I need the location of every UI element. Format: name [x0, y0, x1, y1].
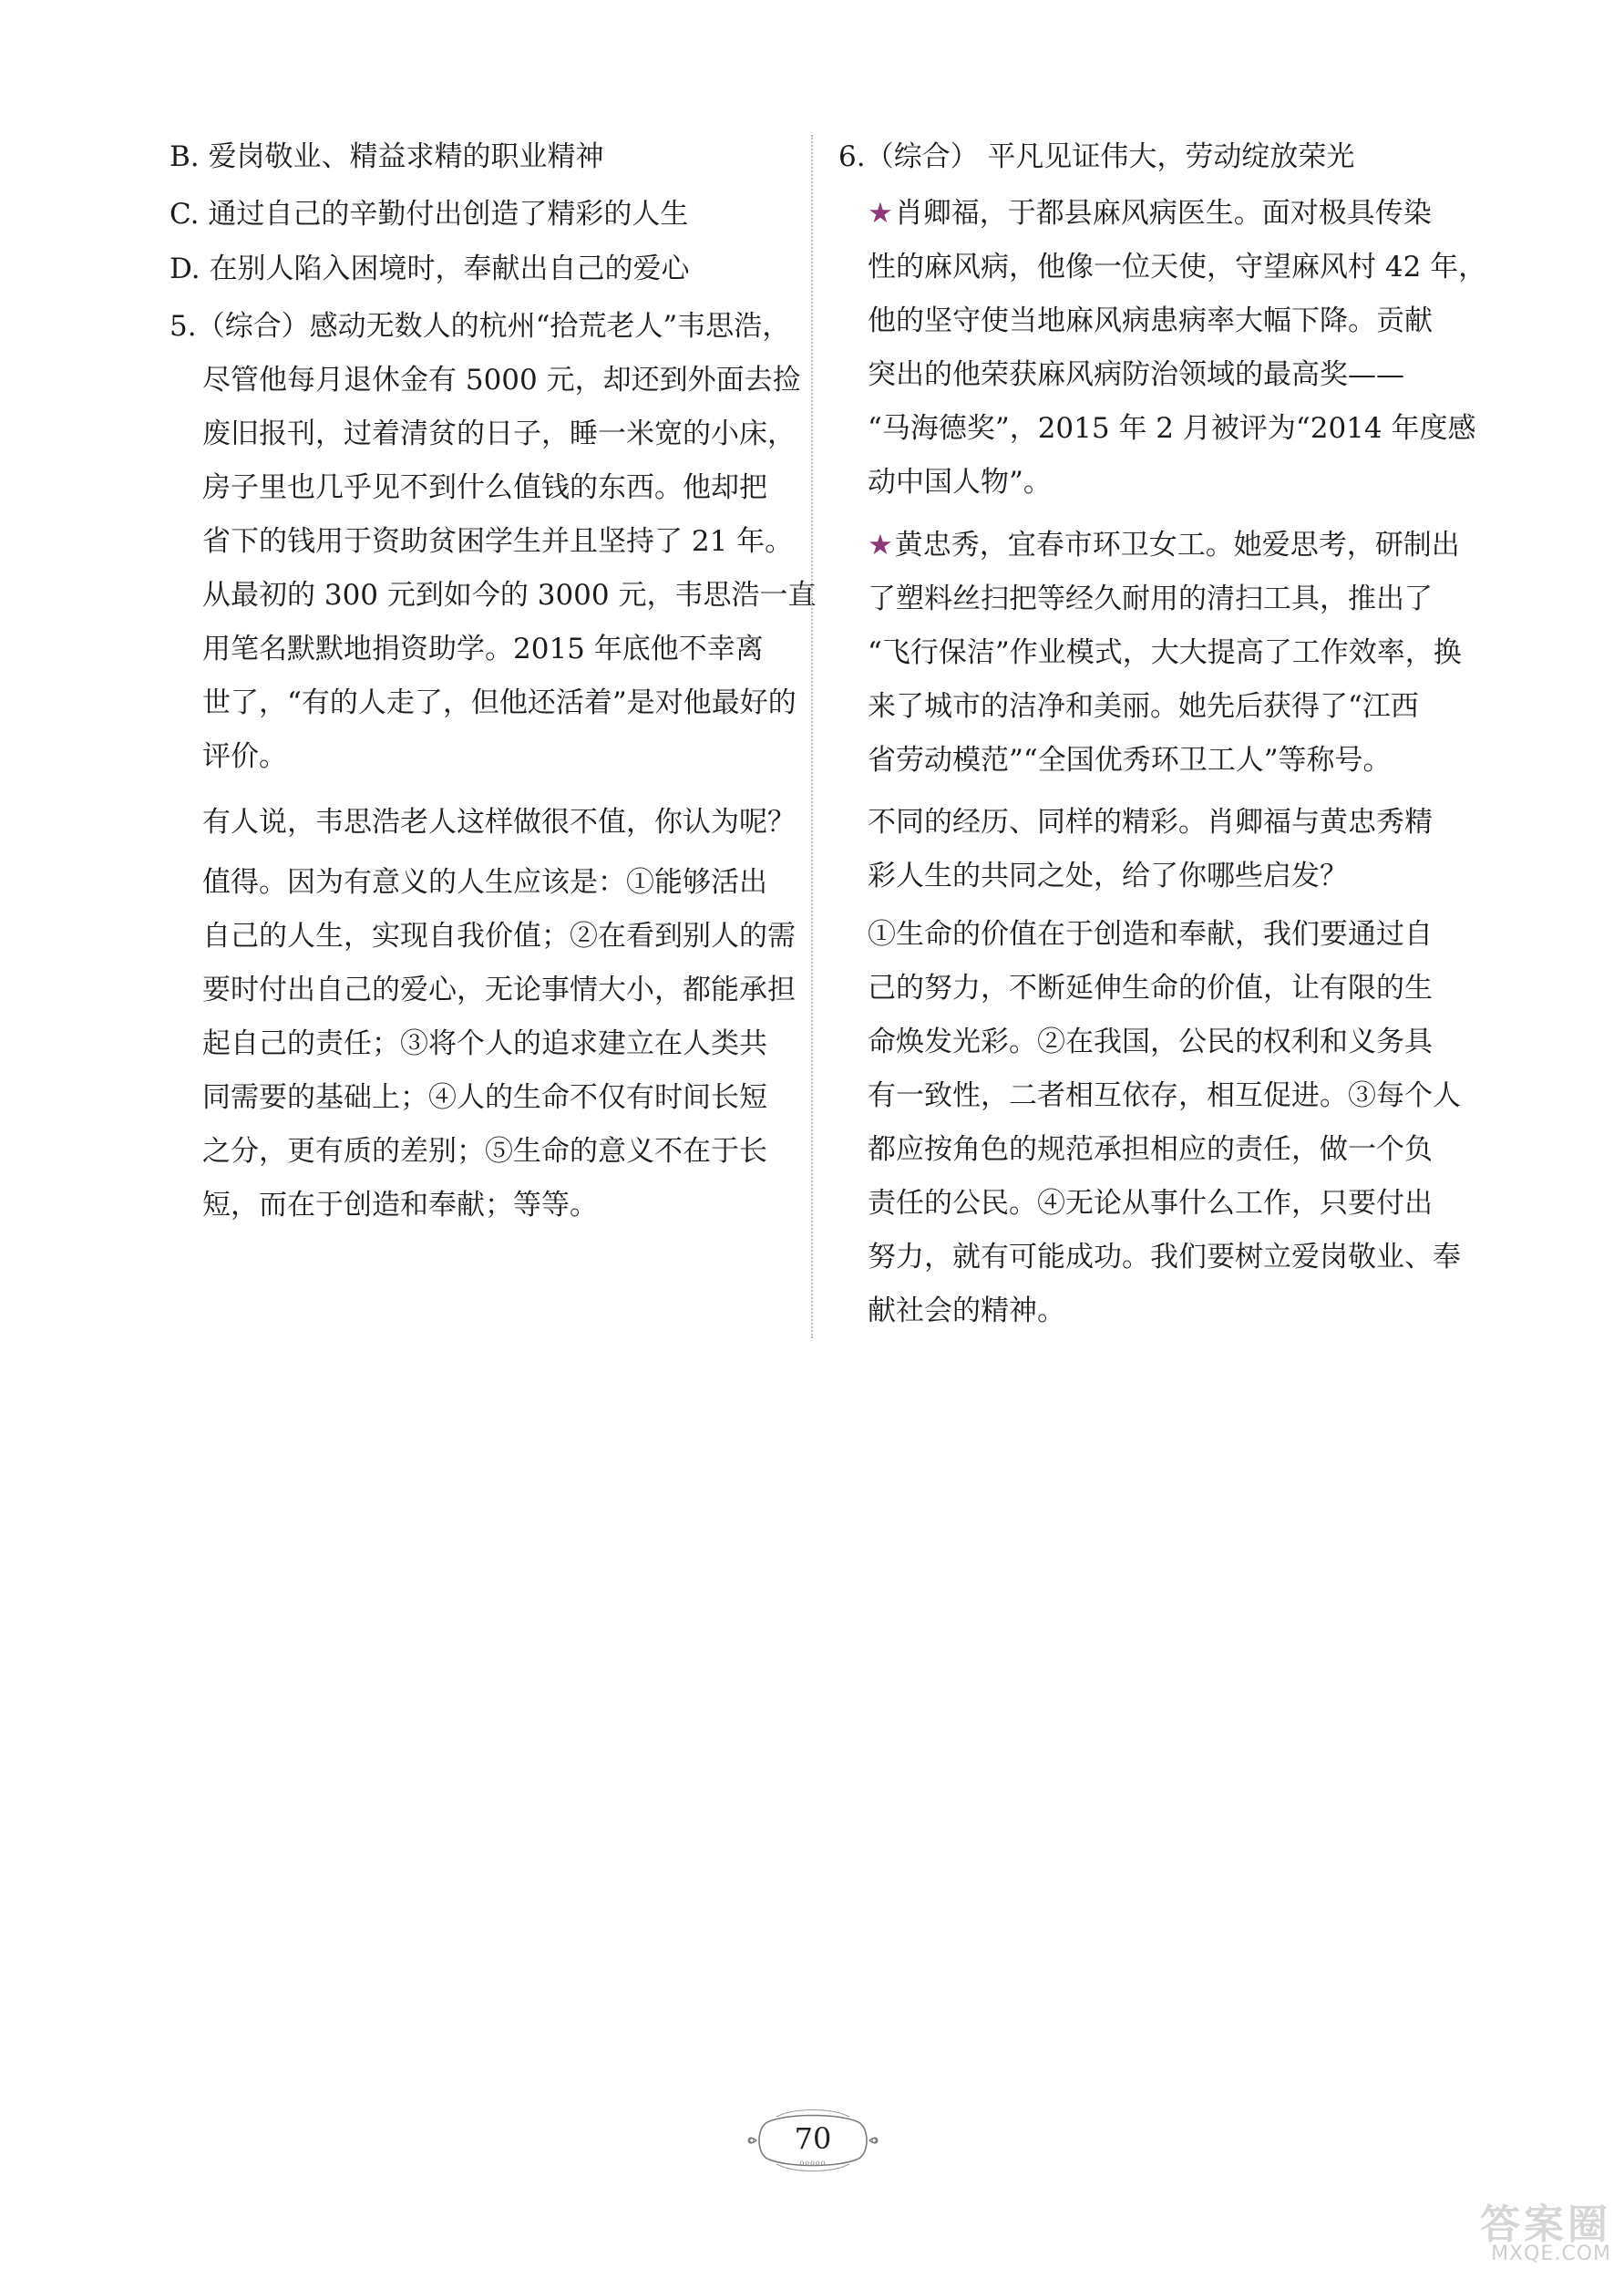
q5-answer-line: 之分，更有质的差别；⑤生命的意义不在于长 [202, 1135, 767, 1168]
q6-answer-line: ①生命的价值在于创造和奉献，我们要通过自 [868, 918, 1433, 951]
q5-answer-line: 短，而在于创造和奉献；等等。 [202, 1189, 598, 1222]
q6-answer-line: 有一致性，二者相互依存，相互促进。③每个人 [868, 1079, 1461, 1112]
para2-line: 了塑料丝扫把等经久耐用的清扫工具，推出了 [868, 583, 1433, 615]
q5-answer-line: 起自己的责任；③将个人的追求建立在人类共 [202, 1027, 767, 1060]
q6-answer-line: 献社会的精神。 [868, 1294, 1065, 1327]
star-icon: ★ [868, 529, 893, 562]
q6-answer-line: 命焕发光彩。②在我国，公民的权利和义务具 [868, 1026, 1433, 1058]
para1-first-text: 肖卿福，于都县麻风病医生。面对极具传染 [894, 197, 1432, 230]
q6-answer-line: 责任的公民。④无论从事什么工作，只要付出 [868, 1187, 1433, 1220]
page-number-badge [740, 2106, 886, 2179]
q5-line: 世了，“有的人走了，但他还活着”是对他最好的 [202, 686, 797, 719]
para2-line: “飞行保洁”作业模式，大大提高了工作效率，换 [868, 636, 1462, 669]
watermark-top-text: 答案圈 [1480, 2202, 1611, 2248]
q5-answer-line: 值得。因为有意义的人生应该是：①能够活出 [202, 866, 767, 899]
para2-line: 省劳动模范”“全国优秀环卫工人”等称号。 [868, 744, 1392, 777]
q6-answer-line: 都应按角色的规范承担相应的责任，做一个负 [868, 1133, 1433, 1166]
q5-line: 房子里也几乎见不到什么值钱的东西。他却把 [202, 471, 767, 504]
ornament-dots: ooooo [799, 2159, 827, 2167]
para2-line [868, 527, 1460, 563]
q5-answer-line: 要时付出自己的爱心，无论事情大小，都能承担 [202, 974, 796, 1006]
q5-question: 有人说，韦思浩老人这样做很不值，你认为呢？ [202, 806, 796, 839]
q6-question-line: 彩人生的共同之处，给了你哪些启发？ [868, 860, 1348, 892]
watermark-bottom-text: MXQE.COM [1491, 2243, 1611, 2265]
para2-first-text: 黄忠秀，宜春市环卫女工。她爱思考，研制出 [894, 529, 1460, 562]
q5-line: 从最初的 300 元到如今的 3000 元，韦思浩一直 [202, 579, 817, 612]
option-b: B. 爱岗敬业、精益求精的职业精神 [170, 140, 604, 173]
star-icon: ★ [868, 197, 893, 230]
q5-answer-line: 同需要的基础上；④人的生命不仅有时间长短 [202, 1081, 767, 1114]
q5-line: 5.（综合）感动无数人的杭州“拾荒老人”韦思浩， [170, 310, 791, 343]
q5-answer-line: 自己的人生，实现自我价值；②在看到别人的需 [202, 920, 796, 953]
q5-line: 评价。 [202, 740, 287, 773]
column-divider [811, 135, 813, 1338]
q6-answer-line: 努力，就有可能成功。我们要树立爱岗敬业、奉 [868, 1241, 1461, 1274]
q6-answer-line: 己的努力，不断延伸生命的价值，让有限的生 [868, 972, 1433, 1005]
page-number: 70 [794, 2121, 832, 2156]
q6-title: 6.（综合） 平凡见证伟大，劳动绽放荣光 [838, 140, 1355, 173]
q5-line: 废旧报刊，过着清贫的日子，睡一米宽的小床， [202, 418, 796, 450]
option-d: D. 在别人陷入困境时，奉献出自己的爱心 [170, 253, 690, 285]
site-watermark [1420, 2188, 1611, 2270]
para1-line: 突出的他荣获麻风病防治领域的最高奖—— [868, 358, 1404, 391]
para1-line: 性的麻风病，他像一位天使，守望麻风村 42 年， [868, 251, 1487, 284]
q6-question-line: 不同的经历、同样的精彩。肖卿福与黄忠秀精 [868, 806, 1433, 839]
para1-line: 他的坚守使当地麻风病患病率大幅下降。贡献 [868, 304, 1433, 337]
q5-line: 用笔名默默地捐资助学。2015 年底他不幸离 [202, 633, 764, 665]
para1-line [868, 195, 1432, 232]
para1-line: 动中国人物”。 [868, 466, 1052, 499]
q5-line: 省下的钱用于资助贫困学生并且坚持了 21 年。 [202, 525, 794, 558]
para2-line: 来了城市的洁净和美丽。她先后获得了“江西 [868, 690, 1419, 723]
para1-line: “马海德奖”，2015 年 2 月被评为“2014 年度感 [868, 412, 1476, 445]
q5-line: 尽管他每月退休金有 5000 元，却还到外面去捡 [202, 364, 801, 397]
option-c: C. 通过自己的辛勤付出创造了精彩的人生 [170, 198, 689, 231]
